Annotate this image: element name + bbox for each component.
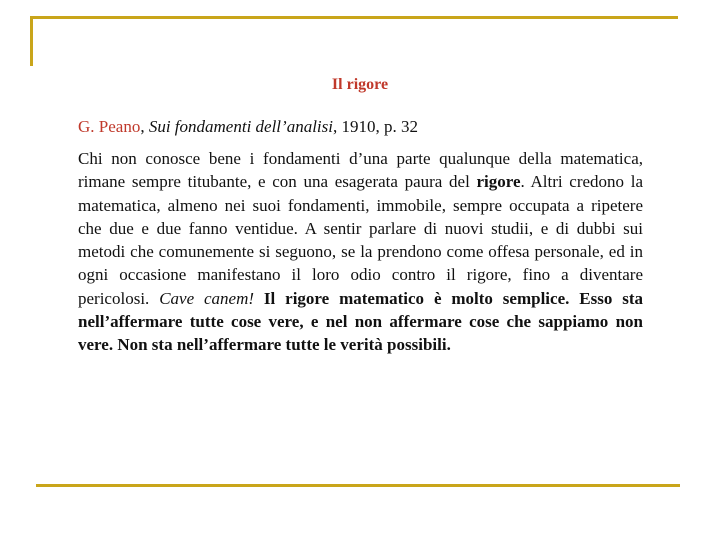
citation bbox=[78, 117, 418, 137]
citation-separator: , bbox=[140, 117, 149, 136]
quote-body bbox=[78, 147, 643, 357]
frame-top-line bbox=[30, 16, 678, 19]
frame-left-line bbox=[30, 16, 33, 66]
quote-part-2: . Altri credono la matematica, almeno nei suoi fondamenti, immobile, sempre occupata a ripetere che due e due fanno ventidue. A sentir parlare di nuovi studii, e di dubbi sui metodi che comunemente si seguono, se la prendono come offesa personale, ed in ogni occasione manifestano il loro odio contro il rigore, fino a diventare pericolosi. bbox=[78, 172, 643, 308]
slide-title: Il rigore bbox=[331, 76, 389, 93]
quote-bold-conclusion: Il rigore matematico è molto semplice. Esso sta nell’affermare tutte cose vere, e nel non affermare cose che sappiamo non vere. Non sta nell’affermare tutte le verità possibili. bbox=[78, 288, 643, 355]
quote-bold-rigore: rigore bbox=[476, 172, 521, 192]
citation-author: G. Peano bbox=[78, 117, 141, 136]
quote-part-1: Chi non conosce bene i fondamenti d’una parte qualunque della matematica, rimane sempre titubante, e con una esagerata paura del bbox=[78, 149, 643, 192]
frame-bottom-line bbox=[36, 484, 680, 487]
citation-details: , 1910, p. 32 bbox=[332, 117, 418, 136]
citation-work: Sui fondamenti dell’analisi bbox=[148, 117, 333, 136]
quote-italic-cave-canem: Cave canem! bbox=[159, 288, 255, 308]
